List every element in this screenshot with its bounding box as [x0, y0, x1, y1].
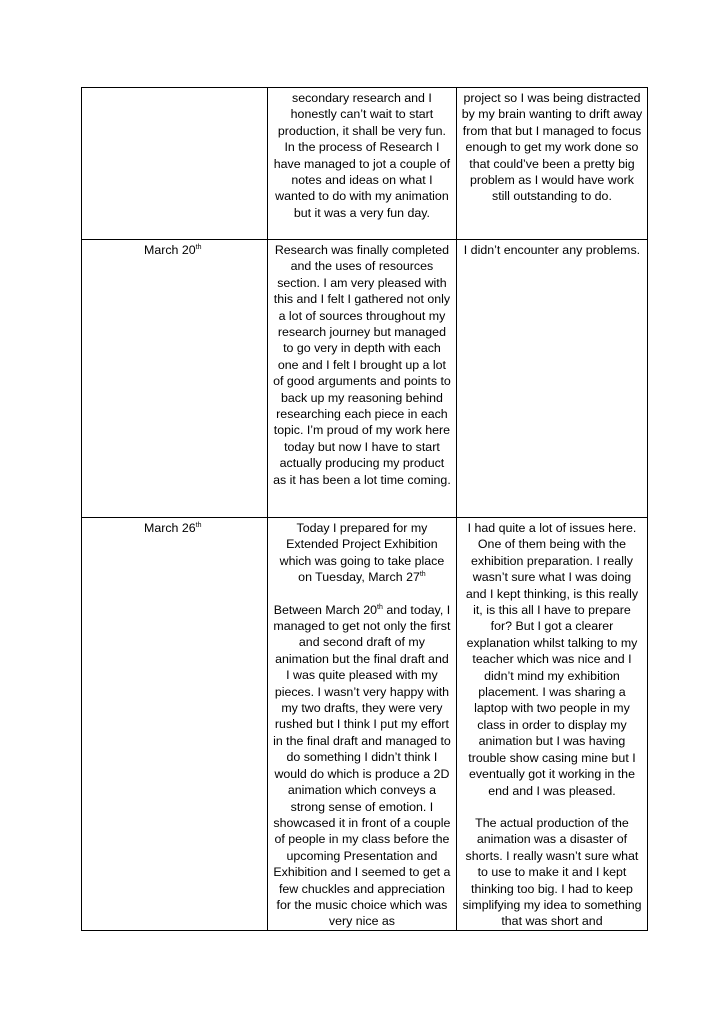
- progress-cell: [267, 240, 456, 518]
- date-text: March 26: [144, 521, 196, 535]
- progress-cell: [267, 518, 456, 931]
- progress-paragraph: [272, 90, 452, 221]
- date-cell: [82, 240, 268, 518]
- problems-cell: [456, 518, 647, 931]
- progress-text: Research was finally completed and the uses of resources section. I am very pleased with this and I felt I gathered not only a lot of sources throughout my research journey but managed to go very in depth with each one and I felt I brought up a lot of good arguments and points to back up my reasoning behind researching each piece in each topic. I’m proud of my work here today but now I have to start actually producing my product as it has been a lot time coming.: [273, 243, 451, 487]
- problems-cell: [456, 88, 647, 240]
- progress-suffix: th: [377, 603, 383, 611]
- date-cell: [82, 88, 268, 240]
- table-row: [82, 240, 648, 518]
- progress-text: Today I prepared for my Extended Project Exhibition which was going to take place on Tuesday, March 27: [279, 521, 445, 585]
- problems-paragraph: I had quite a lot of issues here. One of them being with the exhibition preparation. I really wasn’t sure what I was doing and I kept thinking, is this really it, is this all I have to prepare for? But I got a clearer explanation whilst talking to my teacher which was nice and I didn’t mind my exhibition placement. I was sharing a laptop with two people in my class in order to display my animation but I was having trouble show casing mine but I eventually got it working in the end and I was pleased.: [465, 521, 639, 798]
- progress-paragraph: [272, 242, 452, 488]
- progress-paragraph: [272, 520, 452, 586]
- table-row: [82, 518, 648, 931]
- problems-paragraph: project so I was being distracted by my brain wanting to drift away from that but I managed to focus enough to get my work done so that could’ve been a pretty big problem as I would have work still outstanding to do.: [461, 91, 643, 204]
- progress-paragraph: [272, 602, 452, 930]
- project-log-table: [81, 87, 648, 931]
- progress-text: Between March 20: [273, 602, 378, 617]
- problems-cell: [456, 240, 647, 518]
- date-suffix: th: [195, 243, 202, 251]
- progress-text-continued: and today, I managed to get not only the first and second draft of my animation but the final draft and I was quite pleased with my pieces. I wasn’t very happy with my two drafts, they were very rushed but I think I put my effort in the final draft and managed to do something I didn’t think I would do which is produce a 2D animation which conveys a strong sense of emotion. I showcased it in front of a couple of people in my class before the upcoming Presentation and Exhibition and I seemed to get a few chuckles and appreciation for the music choice which was very nice as: [273, 602, 451, 929]
- date-suffix: th: [195, 521, 202, 529]
- problems-paragraph: The actual production of the animation was a disaster of shorts. I really wasn’t sure what to use to make it and I kept thinking too big. I had to keep simplifying my idea to something that was short and: [462, 815, 642, 929]
- progress-suffix: th: [419, 571, 426, 579]
- date-text: March 20: [144, 243, 196, 257]
- progress-cell: [267, 88, 456, 240]
- date-cell: [82, 518, 268, 931]
- problems-paragraph: I didn’t encounter any problems.: [463, 243, 641, 257]
- table-row: [82, 88, 648, 240]
- progress-text: secondary research and I honestly can’t wait to start production, it shall be very fun. In the process of Research I have managed to jot a couple of notes and ideas on what I wanted to do with my animation but it was a very fun day.: [273, 91, 451, 220]
